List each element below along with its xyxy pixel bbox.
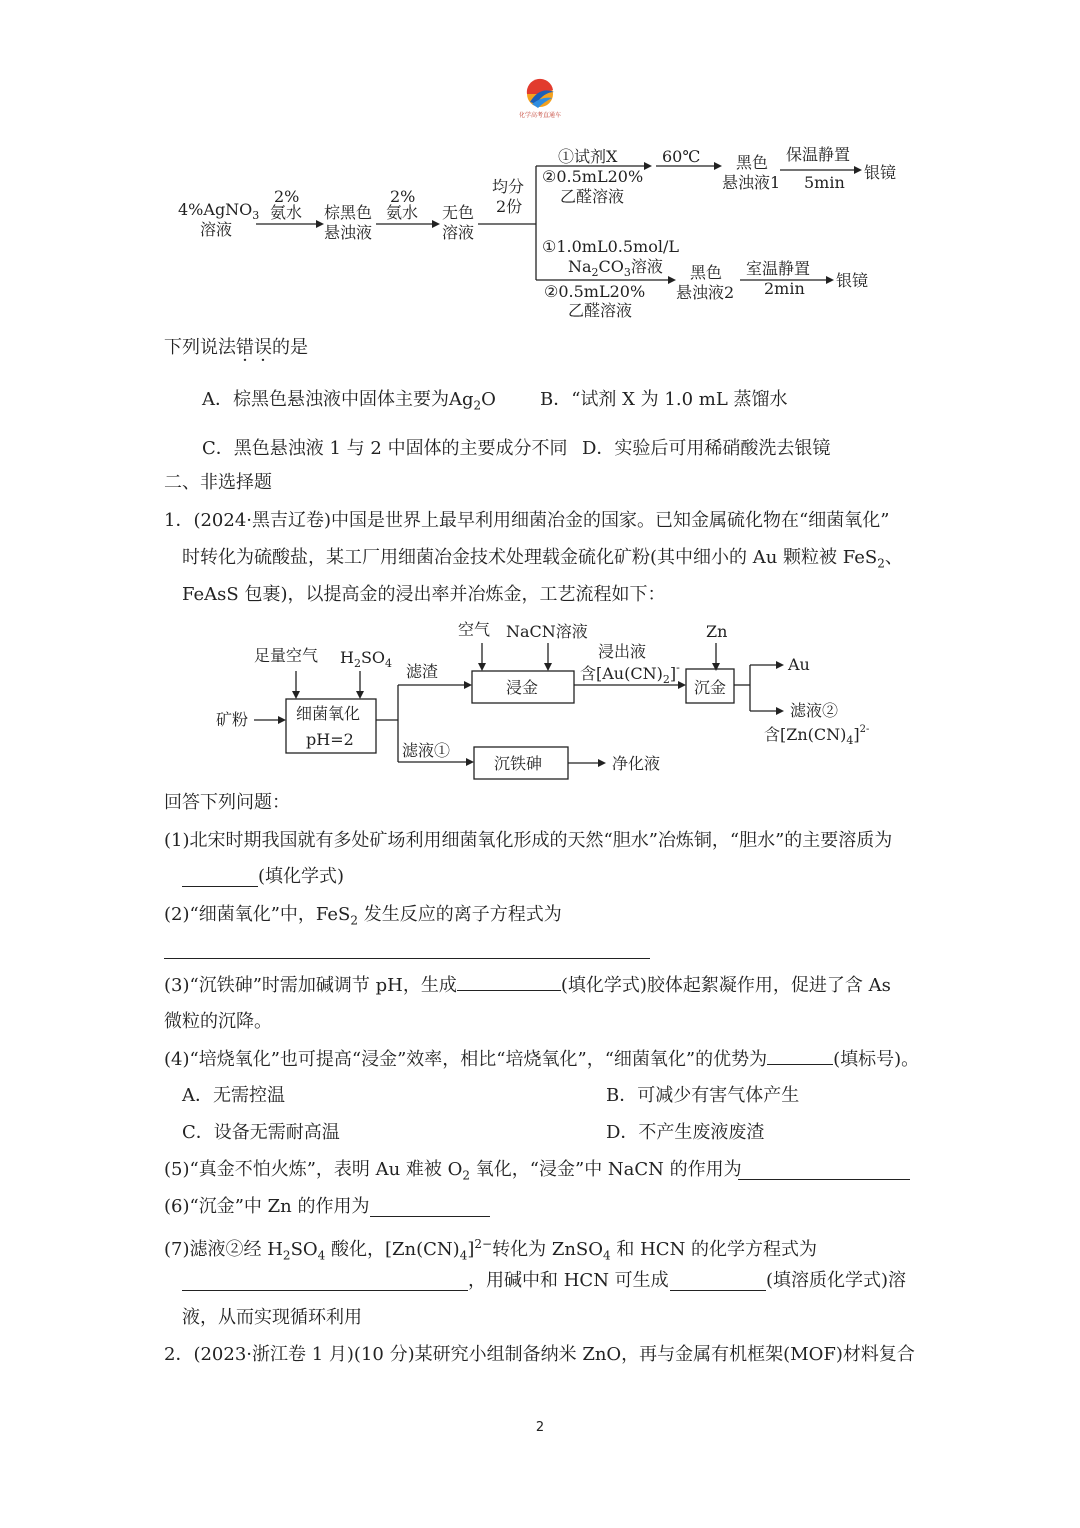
flow1-bot-reagent4: 乙醛溶液 xyxy=(568,301,633,320)
q1-text: (1)北宋时期我国就有多处矿场利用细菌氧化形成的天然“胆水”冶炼铜，“胆水”的主要溶质为 xyxy=(164,830,893,851)
arrow-icon xyxy=(776,661,784,669)
arrow-icon xyxy=(776,707,784,715)
flow1-bot-cond2: 2min xyxy=(764,279,805,298)
flow1-bot-reagent2: $Na_2CO_3$溶液 xyxy=(568,257,663,279)
q5-text: (5)“真金不怕火炼”，表明 Au 难被 $O_2$ 氧化，“浸金”中 NaCN 的作用为 xyxy=(164,1159,742,1183)
q4-option-d[interactable]: D．不产生废液废渣 xyxy=(606,1122,765,1143)
problem2-line1: 2．(2023·浙江卷 1 月)(10 分)某研究小组制备纳米 ZnO，再与金属有机框架(MOF)材料复合 xyxy=(164,1344,915,1365)
flow1-top-susp2: 悬浊液1 xyxy=(722,173,781,192)
option-c[interactable]: C．黑色悬浊液 1 与 2 中固体的主要成分不同 xyxy=(202,438,568,459)
q7-text: (7)滤液②经 $H_2SO_4$ 酸化，$[Zn(CN)_4]^{2-}$转化为 ZnSO$_4$ 和 HCN 的化学方程式为 xyxy=(164,1237,818,1263)
q6-blank[interactable] xyxy=(370,1216,490,1217)
flow1-top-reagent3: 乙醛溶液 xyxy=(560,187,625,206)
flow2-ore: 矿粉 xyxy=(216,710,249,729)
arrow-icon xyxy=(278,716,286,724)
q6-text: (6)“沉金”中 Zn 的作用为 xyxy=(164,1196,370,1217)
problem1-line2: 时转化为硫酸盐，某工厂用细菌冶金技术处理载金硫化矿粉(其中细小的 Au 颗粒被 FeS$_2$、 xyxy=(182,547,903,571)
q7-blank-2[interactable] xyxy=(670,1290,766,1291)
flow1-node1-bottom: 悬浊液 xyxy=(324,223,373,242)
q4-option-c[interactable]: C．设备无需耐高温 xyxy=(182,1122,340,1143)
flow1-node2-top: 无色 xyxy=(442,203,475,222)
logo-caption: 化学高考直通车 xyxy=(518,112,561,119)
flow2-box2: 浸金 xyxy=(506,678,539,697)
flow1-split-bottom: 2份 xyxy=(496,197,523,216)
flow1-arrow1-bottom: 氨水 xyxy=(270,203,303,222)
page-number: 2 xyxy=(535,1420,545,1435)
flow2-h2so4: $H_2SO_4$ xyxy=(340,648,393,670)
flow1-top-end: 银镜 xyxy=(864,163,897,182)
arrow-icon xyxy=(432,220,440,228)
option-a[interactable]: A．棕黑色悬浊液中固体主要为$Ag_2O$ xyxy=(202,389,496,413)
q4-option-b[interactable]: B．可减少有害气体产生 xyxy=(606,1085,800,1106)
flow1-bot-reagent3: ②0.5mL20% xyxy=(544,282,646,301)
flow1-arrow1-top: 2% xyxy=(274,187,300,206)
q1-text-b: (填化学式) xyxy=(258,866,345,887)
flow1-start-2: 溶液 xyxy=(200,220,233,239)
flow1-top-susp1: 黑色 xyxy=(736,153,769,172)
arrow-icon xyxy=(598,759,606,767)
flow2-residue: 滤渣 xyxy=(406,662,439,681)
logo xyxy=(510,78,570,122)
q4-text: (4)“培烧氧化”也可提高“浸金”效率，相比“培烧氧化”，“细菌氧化”的优势为 (填标号)。 xyxy=(164,1049,920,1070)
flow1-bot-end: 银镜 xyxy=(836,271,869,290)
question-prompt: 下列说法错误的是 xyxy=(164,337,308,358)
flow2-box1-bottom: pH=2 xyxy=(306,730,354,749)
q7-text-h: (填溶质化学式)溶 xyxy=(766,1270,907,1291)
flow1-node2-bottom: 溶液 xyxy=(442,223,475,242)
answer-prompt: 回答下列问题： xyxy=(164,792,290,813)
flow2-leach-bottom: 含$[Au(CN)_2]^-$ xyxy=(580,661,680,686)
flow2-air2: 空气 xyxy=(458,620,491,639)
q1-blank[interactable] xyxy=(182,886,258,887)
q3-text-c: 微粒的沉降。 xyxy=(164,1011,272,1032)
flow2-filtrate2: 滤液② xyxy=(790,701,839,720)
flow1-bot-reagent1: ①1.0mL0.5mol/L xyxy=(542,237,679,256)
arrow-icon xyxy=(292,691,300,699)
flow1-top-temp: 60℃ xyxy=(662,147,701,166)
flow1-bot-susp1: 黑色 xyxy=(690,263,723,282)
arrow-icon xyxy=(356,691,364,699)
problem1-line1: 1．(2024·黑吉辽卷)中国是世界上最早利用细菌冶金的国家。已知金属硫化物在“细菌氧化” xyxy=(164,510,890,531)
silver-mirror-flowchart xyxy=(170,140,910,325)
flow1-split-top: 均分 xyxy=(492,177,525,196)
arrow-icon xyxy=(316,220,324,228)
flow1-arrow2-top: 2% xyxy=(390,187,416,206)
flow2-air: 足量空气 xyxy=(254,646,319,665)
flow2-filtrate1: 滤液① xyxy=(402,741,451,760)
q3-blank[interactable] xyxy=(457,974,561,991)
flow2-zn: Zn xyxy=(706,622,728,641)
section-title: 二、非选择题 xyxy=(164,472,272,493)
flow2-box1-top: 细菌氧化 xyxy=(296,704,361,723)
q3-text: (3)“沉铁砷”时需加碱调节 pH，生成 (填化学式)胶体起絮凝作用，促进了含 As xyxy=(164,975,891,996)
arrow-icon xyxy=(544,663,552,671)
q4-option-a[interactable]: A．无需控温 xyxy=(182,1085,285,1106)
arrow-icon xyxy=(668,276,676,284)
option-b[interactable]: B．“试剂 X 为 1.0 mL 蒸馏水 xyxy=(540,389,788,410)
q2-text: (2)“细菌氧化”中，FeS$_2$ 发生反应的离子方程式为 xyxy=(164,904,562,928)
q7-text-g: ，用碱中和 HCN 可生成 xyxy=(468,1270,669,1291)
flow1-bot-susp2: 悬浊液2 xyxy=(676,283,735,302)
flow2-nacn: NaCN溶液 xyxy=(506,622,588,641)
option-d[interactable]: D．实验后可用稀硝酸洗去银镜 xyxy=(582,438,831,459)
flow2-au: Au xyxy=(788,655,810,674)
flow2-filtrate2-content: 含$[Zn(CN)_4]^{2-}$ xyxy=(764,724,870,747)
gold-process-flowchart xyxy=(210,615,890,790)
q5-blank[interactable] xyxy=(738,1179,910,1180)
arrow-icon xyxy=(464,681,472,689)
arrow-icon xyxy=(678,681,686,689)
q7-blank-1[interactable] xyxy=(182,1290,468,1291)
flow1-arrow2-bottom: 氨水 xyxy=(386,203,419,222)
flow1-top-reagent1: ①试剂X xyxy=(558,147,618,166)
arrow-icon xyxy=(714,162,722,170)
arrow-icon xyxy=(466,758,474,766)
flow1-bot-cond1: 室温静置 xyxy=(746,259,811,278)
flow2-leach-top: 浸出液 xyxy=(598,642,647,661)
flow2-box3: 沉金 xyxy=(694,678,727,697)
flow1-start: 4%AgNO$_3$ xyxy=(178,200,260,222)
arrow-icon xyxy=(478,663,486,671)
arrow-icon xyxy=(644,162,652,170)
arrow-icon xyxy=(854,166,862,174)
q4-blank[interactable] xyxy=(767,1048,833,1065)
arrow-icon xyxy=(826,276,834,284)
q7-text-i: 液，从而实现循环利用 xyxy=(182,1307,362,1328)
flow1-top-cond1: 保温静置 xyxy=(786,145,851,164)
problem1-line3: FeAsS 包裹)，以提高金的浸出率并冶炼金，工艺流程如下： xyxy=(182,584,666,605)
flow1-top-cond2: 5min xyxy=(804,173,845,192)
flow1-top-reagent2: ②0.5mL20% xyxy=(542,167,644,186)
flow1-node1-top: 棕黑色 xyxy=(324,203,373,222)
arrow-icon xyxy=(712,663,720,671)
flow2-clean-liquid: 净化液 xyxy=(612,754,661,773)
flow2-box4: 沉铁砷 xyxy=(494,754,543,773)
q2-blank[interactable] xyxy=(164,958,650,959)
